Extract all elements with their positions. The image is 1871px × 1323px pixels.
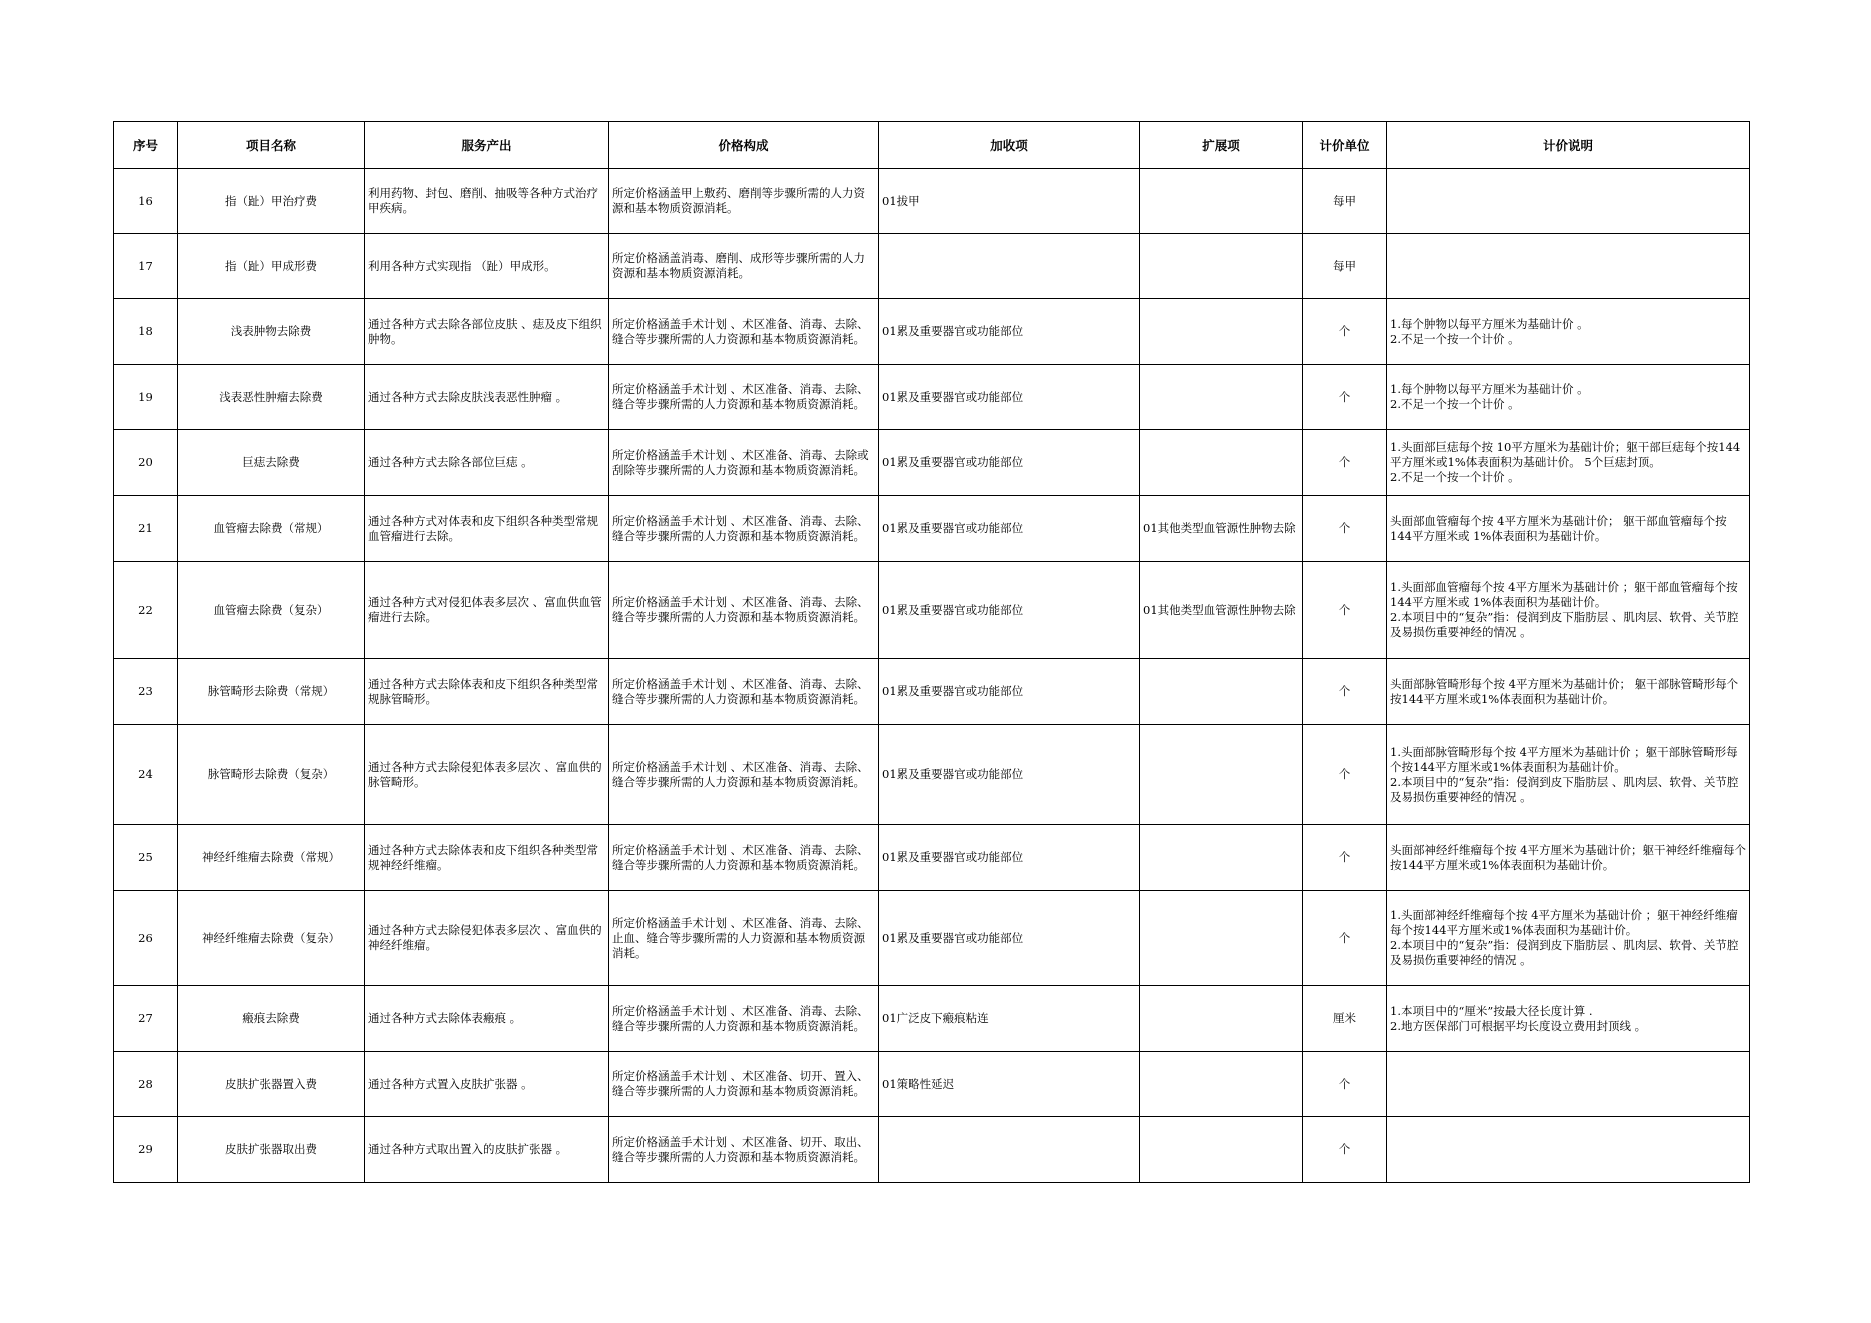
price-composition <box>609 1052 879 1117</box>
pricing-note-text: 1.头面部血管瘤每个按 4平方厘米为基础计价 ；躯干部血管瘤每个按144平方厘米或 1%体表面积为基础计价。 2.本项目中的“复杂”指：侵润到皮下脂肪层 、肌肉层、软骨、关节腔及易损伤重要神经的情况 。 <box>1390 580 1739 639</box>
pricing-unit-text: 厘米 <box>1333 1011 1356 1025</box>
pricing-unit-text: 个 <box>1338 1076 1351 1091</box>
item-name-text: 神经纤维瘤去除费（常规） <box>202 850 340 864</box>
surcharge-item-text: 01累及重要器官或功能部位 <box>882 389 1024 404</box>
pricing-unit-text: 个 <box>1338 684 1351 698</box>
surcharge-item-text: 01累及重要器官或功能部位 <box>882 767 1024 781</box>
extension-item <box>1140 891 1303 986</box>
item-name <box>178 299 365 365</box>
price-composition-text: 所定价格涵盖手术计划 、术区准备、切开、取出、缝合等步骤所需的人力资源和基本物质资源消耗。 <box>612 1134 869 1164</box>
pricing-note <box>1387 891 1750 986</box>
header-price: 价格构成 <box>609 122 879 169</box>
pricing-note <box>1387 986 1750 1052</box>
extension-item <box>1140 725 1303 825</box>
service-output-text: 通过各种方式对体表和皮下组织各种类型常规血管瘤进行去除。 <box>368 513 598 543</box>
pricing-note-text: 1.本项目中的“厘米”按最大径长度计算 . 2.地方医保部门可根据平均长度设立费用封顶线 。 <box>1390 1003 1647 1033</box>
price-composition <box>609 1117 879 1183</box>
price-composition <box>609 825 879 891</box>
table-row <box>114 725 1750 825</box>
surcharge-item <box>879 430 1140 496</box>
service-output <box>365 365 609 430</box>
header-name: 项目名称 <box>178 122 365 169</box>
row-number-text: 25 <box>138 850 153 864</box>
service-output <box>365 496 609 562</box>
item-name <box>178 825 365 891</box>
row-number <box>114 891 178 986</box>
surcharge-item <box>879 725 1140 825</box>
service-output <box>365 430 609 496</box>
extension-item <box>1140 430 1303 496</box>
pricing-unit <box>1303 496 1387 562</box>
table-row <box>114 365 1750 430</box>
surcharge-item <box>879 234 1140 299</box>
service-output <box>365 169 609 234</box>
surcharge-item <box>879 365 1140 430</box>
table-row <box>114 986 1750 1052</box>
surcharge-item-text: 01累及重要器官或功能部位 <box>882 602 1024 617</box>
pricing-note <box>1387 725 1750 825</box>
pricing-unit-text: 个 <box>1338 1142 1351 1156</box>
extension-item <box>1140 562 1303 659</box>
item-name-text: 皮肤扩张器置入费 <box>225 1076 317 1091</box>
pricing-unit-text: 个 <box>1338 389 1351 404</box>
item-name-text: 指（趾）甲治疗费 <box>225 193 317 208</box>
pricing-note-text: 1.头面部脉管畸形每个按 4平方厘米为基础计价 ；躯干部脉管畸形每个按144平方厘米或1%体表面积为基础计价。 2.本项目中的“复杂”指：侵润到皮下脂肪层 、肌肉层、软骨、关节腔及易损伤重要神经的情况 。 <box>1390 744 1739 804</box>
surcharge-item <box>879 169 1140 234</box>
price-composition <box>609 986 879 1052</box>
service-output-text: 通过各种方式去除各部位巨痣 。 <box>368 455 533 469</box>
item-name-text: 脉管畸形去除费（复杂） <box>207 767 335 781</box>
surcharge-item-text: 01累及重要器官或功能部位 <box>882 850 1024 864</box>
price-composition-text: 所定价格涵盖手术计划 、术区准备、消毒、去除或刮除等步骤所需的人力资源和基本物质资源消耗。 <box>612 447 869 477</box>
pricing-note-text: 1.每个肿物以每平方厘米为基础计价 。 2.不足一个按一个计价 。 <box>1390 316 1589 346</box>
table-row <box>114 234 1750 299</box>
pricing-note-text: 头面部脉管畸形每个按 4平方厘米为基础计价； 躯干部脉管畸形每个按144平方厘米或1%体表面积为基础计价。 <box>1390 676 1739 706</box>
service-output <box>365 725 609 825</box>
pricing-note-text: 1.每个肿物以每平方厘米为基础计价 。 2.不足一个按一个计价 。 <box>1390 382 1589 411</box>
pricing-unit <box>1303 986 1387 1052</box>
table-row <box>114 299 1750 365</box>
price-composition-text: 所定价格涵盖手术计划 、术区准备、消毒、去除、缝合等步骤所需的人力资源和基本物质资源消耗。 <box>612 842 869 872</box>
pricing-note <box>1387 659 1750 725</box>
row-number <box>114 299 178 365</box>
header-surcharge: 加收项 <box>879 122 1140 169</box>
surcharge-item-text: 01累及重要器官或功能部位 <box>882 521 1024 535</box>
price-composition-text: 所定价格涵盖手术计划 、术区准备、消毒、去除、缝合等步骤所需的人力资源和基本物质资源消耗。 <box>612 382 869 411</box>
row-number-text: 16 <box>138 193 153 208</box>
pricing-note <box>1387 234 1750 299</box>
header-row <box>114 122 1750 169</box>
item-name <box>178 496 365 562</box>
table-row <box>114 1052 1750 1117</box>
service-output <box>365 986 609 1052</box>
item-name <box>178 891 365 986</box>
pricing-note <box>1387 562 1750 659</box>
item-name-text: 巨痣去除费 <box>242 455 300 469</box>
pricing-unit <box>1303 891 1387 986</box>
extension-item <box>1140 1052 1303 1117</box>
row-number <box>114 1052 178 1117</box>
pricing-note-text: 1.头面部巨痣每个按 10平方厘米为基础计价；躯干部巨痣每个按144平方厘米或1%体表面积为基础计价。 5个巨痣封顶。 2.不足一个按一个计价 。 <box>1390 440 1741 484</box>
surcharge-item-text: 01累及重要器官或功能部位 <box>882 684 1024 698</box>
surcharge-item <box>879 496 1140 562</box>
pricing-unit-text: 个 <box>1338 455 1351 469</box>
price-composition <box>609 496 879 562</box>
table-row <box>114 825 1750 891</box>
header-note: 计价说明 <box>1387 122 1750 169</box>
price-composition <box>609 725 879 825</box>
extension-item <box>1140 986 1303 1052</box>
extension-item-text: 01其他类型血管源性肿物去除 <box>1143 521 1296 535</box>
pricing-unit <box>1303 234 1387 299</box>
item-name-text: 瘢痕去除费 <box>242 1011 300 1025</box>
surcharge-item-text: 01累及重要器官或功能部位 <box>882 455 1024 469</box>
price-composition <box>609 562 879 659</box>
surcharge-item-text: 01策略性延迟 <box>882 1076 955 1091</box>
pricing-unit-text: 个 <box>1338 930 1351 945</box>
row-number-text: 24 <box>138 767 153 781</box>
pricing-table <box>113 121 1750 1183</box>
pricing-unit <box>1303 299 1387 365</box>
row-number <box>114 169 178 234</box>
row-number-text: 27 <box>138 1011 153 1025</box>
price-composition-text: 所定价格涵盖手术计划 、术区准备、消毒、去除、缝合等步骤所需的人力资源和基本物质资源消耗。 <box>612 1003 869 1033</box>
row-number-text: 22 <box>138 602 153 617</box>
row-number-text: 17 <box>138 258 153 273</box>
service-output-text: 通过各种方式对侵犯体表多层次 、富血供血管瘤进行去除。 <box>368 595 602 624</box>
surcharge-item-text: 01拔甲 <box>882 193 920 208</box>
price-composition-text: 所定价格涵盖手术计划 、术区准备、消毒、去除、缝合等步骤所需的人力资源和基本物质资源消耗。 <box>612 316 869 346</box>
extension-item <box>1140 169 1303 234</box>
pricing-note <box>1387 169 1750 234</box>
row-number <box>114 1117 178 1183</box>
pricing-unit <box>1303 659 1387 725</box>
surcharge-item-text: 01累及重要器官或功能部位 <box>882 324 1024 338</box>
service-output-text: 通过各种方式去除体表和皮下组织各种类型常规脉管畸形。 <box>368 676 598 706</box>
row-number <box>114 725 178 825</box>
item-name <box>178 1052 365 1117</box>
service-output <box>365 1117 609 1183</box>
pricing-unit <box>1303 169 1387 234</box>
row-number <box>114 659 178 725</box>
row-number-text: 18 <box>138 324 153 338</box>
price-composition-text: 所定价格涵盖手术计划 、术区准备、消毒、去除、缝合等步骤所需的人力资源和基本物质资源消耗。 <box>612 759 869 789</box>
row-number <box>114 825 178 891</box>
price-composition <box>609 365 879 430</box>
item-name-text: 浅表恶性肿瘤去除费 <box>219 389 323 404</box>
header-extension: 扩展项 <box>1140 122 1303 169</box>
row-number-text: 23 <box>138 684 153 698</box>
service-output-text: 通过各种方式去除体表和皮下组织各种类型常规神经纤维瘤。 <box>368 842 598 872</box>
price-composition-text: 所定价格涵盖手术计划 、术区准备、切开、置入、缝合等步骤所需的人力资源和基本物质资源消耗。 <box>612 1069 869 1098</box>
row-number-text: 26 <box>138 930 153 945</box>
service-output-text: 通过各种方式取出置入的皮肤扩张器 。 <box>368 1142 568 1156</box>
pricing-unit-text: 个 <box>1338 324 1351 338</box>
item-name-text: 浅表肿物去除费 <box>230 324 312 338</box>
price-composition <box>609 169 879 234</box>
service-output-text: 通过各种方式去除侵犯体表多层次 、富血供的脉管畸形。 <box>368 759 602 789</box>
row-number <box>114 986 178 1052</box>
pricing-note <box>1387 825 1750 891</box>
row-number-text: 19 <box>138 389 153 404</box>
item-name <box>178 562 365 659</box>
item-name-text: 神经纤维瘤去除费（复杂） <box>202 930 340 945</box>
service-output-text: 利用药物、封包、磨削、抽吸等各种方式治疗甲疾病。 <box>368 186 598 215</box>
pricing-unit <box>1303 1052 1387 1117</box>
header-output: 服务产出 <box>365 122 609 169</box>
row-number <box>114 365 178 430</box>
item-name <box>178 659 365 725</box>
price-composition-text: 所定价格涵盖手术计划 、术区准备、消毒、去除、缝合等步骤所需的人力资源和基本物质资源消耗。 <box>612 513 869 543</box>
pricing-unit <box>1303 365 1387 430</box>
service-output <box>365 234 609 299</box>
service-output <box>365 299 609 365</box>
surcharge-item <box>879 659 1140 725</box>
table-row <box>114 1117 1750 1183</box>
service-output-text: 通过各种方式去除皮肤浅表恶性肿瘤 。 <box>368 389 568 404</box>
pricing-note <box>1387 299 1750 365</box>
pricing-note <box>1387 1117 1750 1183</box>
row-number-text: 21 <box>138 521 153 535</box>
pricing-unit-text: 每甲 <box>1333 193 1356 208</box>
item-name <box>178 1117 365 1183</box>
item-name <box>178 430 365 496</box>
service-output-text: 通过各种方式去除侵犯体表多层次 、富血供的神经纤维瘤。 <box>368 923 602 952</box>
item-name <box>178 234 365 299</box>
price-composition <box>609 234 879 299</box>
extension-item <box>1140 659 1303 725</box>
surcharge-item <box>879 562 1140 659</box>
pricing-unit <box>1303 430 1387 496</box>
table-row <box>114 169 1750 234</box>
pricing-note <box>1387 430 1750 496</box>
extension-item <box>1140 234 1303 299</box>
table-row <box>114 430 1750 496</box>
extension-item-text: 01其他类型血管源性肿物去除 <box>1143 602 1296 617</box>
surcharge-item-text: 01累及重要器官或功能部位 <box>882 930 1024 945</box>
table-row <box>114 659 1750 725</box>
surcharge-item <box>879 1052 1140 1117</box>
extension-item <box>1140 496 1303 562</box>
pricing-unit-text: 个 <box>1338 602 1351 617</box>
pricing-unit <box>1303 825 1387 891</box>
extension-item <box>1140 825 1303 891</box>
item-name <box>178 169 365 234</box>
service-output <box>365 891 609 986</box>
item-name <box>178 986 365 1052</box>
row-number <box>114 430 178 496</box>
pricing-note-text: 头面部血管瘤每个按 4平方厘米为基础计价； 躯干部血管瘤每个按144平方厘米或 1%体表面积为基础计价。 <box>1390 513 1727 543</box>
pricing-note-text: 1.头面部神经纤维瘤每个按 4平方厘米为基础计价 ；躯干神经纤维瘤每个按144平方厘米或1%体表面积为基础计价。 2.本项目中的“复杂”指：侵润到皮下脂肪层 、肌肉层、软骨、关节腔及易损伤重要神经的情况 。 <box>1390 908 1739 967</box>
service-output-text: 通过各种方式去除各部位皮肤 、痣及皮下组织肿物。 <box>368 316 602 346</box>
item-name-text: 指（趾）甲成形费 <box>225 258 317 273</box>
table-row <box>114 562 1750 659</box>
item-name-text: 血管瘤去除费（常规） <box>213 521 329 535</box>
pricing-note <box>1387 1052 1750 1117</box>
item-name-text: 脉管畸形去除费（常规） <box>207 684 335 698</box>
price-composition <box>609 659 879 725</box>
table-body <box>114 169 1750 1183</box>
price-composition <box>609 891 879 986</box>
service-output-text: 通过各种方式置入皮肤扩张器 。 <box>368 1076 533 1091</box>
pricing-unit <box>1303 1117 1387 1183</box>
pricing-unit <box>1303 562 1387 659</box>
row-number <box>114 562 178 659</box>
service-output <box>365 1052 609 1117</box>
pricing-unit-text: 个 <box>1338 521 1351 535</box>
price-composition-text: 所定价格涵盖甲上敷药、磨削等步骤所需的人力资源和基本物质资源消耗。 <box>612 186 865 215</box>
price-composition <box>609 430 879 496</box>
table-row <box>114 496 1750 562</box>
surcharge-item <box>879 891 1140 986</box>
pricing-note-text: 头面部神经纤维瘤每个按 4平方厘米为基础计价；躯干神经纤维瘤每个按144平方厘米或1%体表面积为基础计价。 <box>1390 842 1746 872</box>
price-composition-text: 所定价格涵盖消毒、磨削、成形等步骤所需的人力资源和基本物质资源消耗。 <box>612 251 865 280</box>
pricing-unit-text: 个 <box>1338 850 1351 864</box>
pricing-unit-text: 每甲 <box>1333 258 1356 273</box>
row-number-text: 28 <box>138 1076 153 1091</box>
row-number-text: 29 <box>138 1142 153 1156</box>
item-name-text: 皮肤扩张器取出费 <box>225 1142 317 1156</box>
extension-item <box>1140 299 1303 365</box>
pricing-note <box>1387 365 1750 430</box>
price-composition <box>609 299 879 365</box>
item-name <box>178 725 365 825</box>
table-row <box>114 891 1750 986</box>
price-composition-text: 所定价格涵盖手术计划 、术区准备、消毒、去除、缝合等步骤所需的人力资源和基本物质资源消耗。 <box>612 595 869 624</box>
header-unit: 计价单位 <box>1303 122 1387 169</box>
extension-item <box>1140 1117 1303 1183</box>
pricing-unit <box>1303 725 1387 825</box>
surcharge-item <box>879 986 1140 1052</box>
extension-item <box>1140 365 1303 430</box>
header-no: 序号 <box>114 122 178 169</box>
item-name <box>178 365 365 430</box>
row-number <box>114 234 178 299</box>
service-output-text: 通过各种方式去除体表瘢痕 。 <box>368 1011 522 1025</box>
pricing-unit-text: 个 <box>1338 767 1351 781</box>
service-output <box>365 562 609 659</box>
surcharge-item <box>879 299 1140 365</box>
service-output <box>365 659 609 725</box>
surcharge-item-text: 01广泛皮下瘢痕粘连 <box>882 1011 989 1025</box>
service-output <box>365 825 609 891</box>
row-number <box>114 496 178 562</box>
service-output-text: 利用各种方式实现指 （趾）甲成形。 <box>368 258 556 273</box>
pricing-note <box>1387 496 1750 562</box>
surcharge-item <box>879 825 1140 891</box>
price-composition-text: 所定价格涵盖手术计划 、术区准备、消毒、去除、止血、缝合等步骤所需的人力资源和基本物质资源消耗。 <box>612 915 869 960</box>
item-name-text: 血管瘤去除费（复杂） <box>213 602 329 617</box>
surcharge-item <box>879 1117 1140 1183</box>
price-composition-text: 所定价格涵盖手术计划 、术区准备、消毒、去除、缝合等步骤所需的人力资源和基本物质资源消耗。 <box>612 676 869 706</box>
row-number-text: 20 <box>138 455 153 469</box>
